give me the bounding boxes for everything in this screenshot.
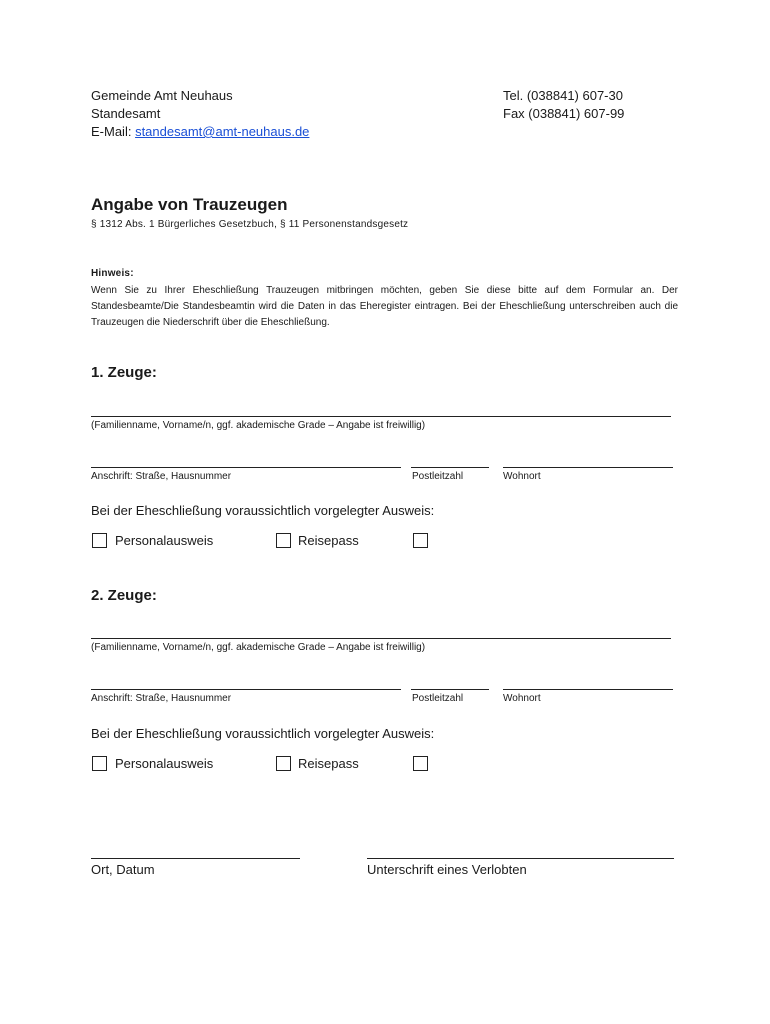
witness-1-other-checkbox[interactable] (413, 533, 428, 548)
witness-2-name-line[interactable] (91, 638, 671, 639)
witness-2-personalausweis-label: Personalausweis (115, 756, 214, 771)
witness-2-heading: 2. Zeuge: (91, 587, 157, 604)
witness-2-reisepass-checkbox[interactable] (276, 756, 291, 771)
witness-2-reisepass-label: Reisepass (298, 756, 359, 771)
place-date-label: Ort, Datum (91, 862, 155, 877)
witness-2-city-caption: Wohnort (503, 693, 541, 704)
header-email-row (91, 123, 309, 141)
header-fax: Fax (038841) 607-99 (503, 106, 625, 121)
page-subtitle: § 1312 Abs. 1 Bürgerliches Gesetzbuch, § 11 Personenstandsgesetz (91, 219, 409, 230)
witness-1-reisepass-label: Reisepass (298, 533, 359, 548)
page-title: Angabe von Trauzeugen (91, 195, 288, 214)
witness-2-personalausweis-checkbox[interactable] (92, 756, 107, 771)
witness-1-personalausweis-label: Personalausweis (115, 533, 214, 548)
witness-1-personalausweis-checkbox[interactable] (92, 533, 107, 548)
email-link[interactable]: standesamt@amt-neuhaus.de (135, 124, 310, 139)
witness-1-reisepass-checkbox[interactable] (276, 533, 291, 548)
witness-1-address-caption: Anschrift: Straße, Hausnummer (91, 471, 232, 482)
signature-line[interactable] (367, 858, 674, 859)
witness-2-city-line[interactable] (503, 689, 673, 690)
header-dept: Standesamt (91, 106, 161, 121)
witness-1-address-line[interactable] (91, 467, 401, 468)
witness-2-name-caption: (Familienname, Vorname/n, ggf. akademische Grade – Angabe ist freiwillig) (91, 642, 426, 653)
witness-1-city-line[interactable] (503, 467, 673, 468)
witness-1-name-caption: (Familienname, Vorname/n, ggf. akademische Grade – Angabe ist freiwillig) (91, 420, 426, 431)
witness-1-heading: 1. Zeuge: (91, 364, 157, 381)
witness-2-zip-caption: Postleitzahl (412, 693, 464, 704)
place-date-line[interactable] (91, 858, 300, 859)
witness-2-address-caption: Anschrift: Straße, Hausnummer (91, 693, 232, 704)
witness-1-zip-line[interactable] (411, 467, 489, 468)
hint-label: Hinweis: (91, 268, 134, 279)
witness-1-zip-caption: Postleitzahl (412, 471, 464, 482)
witness-1-name-line[interactable] (91, 416, 671, 417)
header-tel: Tel. (038841) 607-30 (503, 88, 623, 103)
witness-2-address-line[interactable] (91, 689, 401, 690)
witness-1-city-caption: Wohnort (503, 471, 541, 482)
signature-label: Unterschrift eines Verlobten (367, 862, 527, 877)
hint-text: Wenn Sie zu Ihrer Eheschließung Trauzeugen mitbringen möchten, geben Sie diese bitte auf dem Formular an. Der Standesbeamte/Die Standesbeamtin wird die Daten in das Eheregister eintragen. Bei der Eheschließung unterschreiben auch die Trauzeugen die Niederschrift über die Eheschließung. (91, 285, 678, 328)
email-label: E-Mail: (91, 124, 136, 139)
witness-2-other-checkbox[interactable] (413, 756, 428, 771)
witness-2-zip-line[interactable] (411, 689, 489, 690)
witness-1-id-question: Bei der Eheschließung voraussichtlich vorgelegter Ausweis: (91, 503, 435, 518)
header-org: Gemeinde Amt Neuhaus (91, 88, 233, 103)
witness-2-id-question: Bei der Eheschließung voraussichtlich vorgelegter Ausweis: (91, 726, 435, 741)
